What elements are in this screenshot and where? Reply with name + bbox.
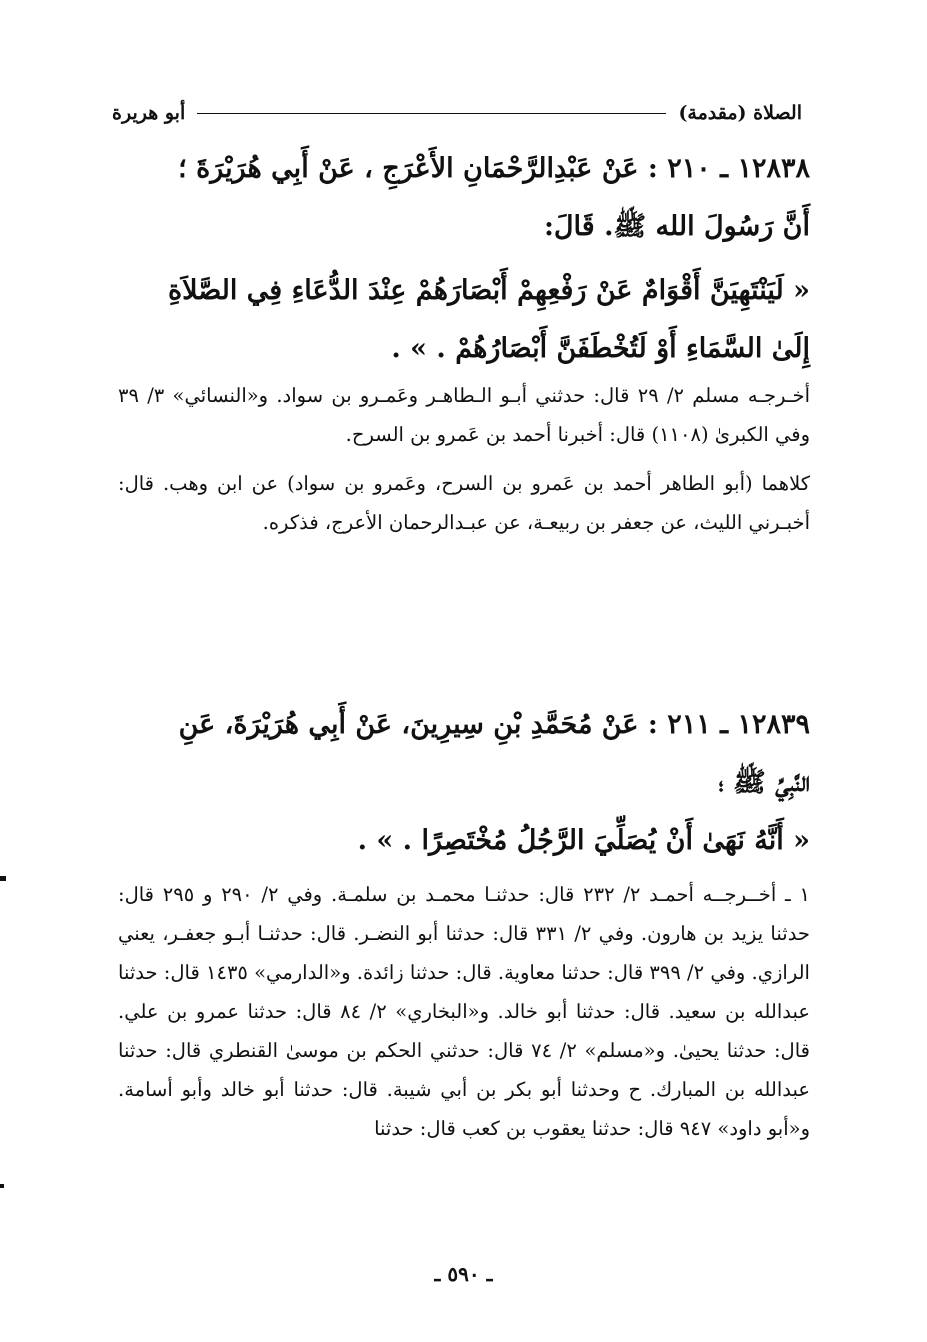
hadith-line: ١٢٨٣٨ ـ ٢١٠ : عَنْ عَبْدِالرَّحْمَانِ الأَعْرَجِ ، عَنْ أَبِي هُرَيْرَةَ ؛ xyxy=(178,153,810,184)
header-rule xyxy=(197,113,666,114)
takhrij-paragraph: أخـرجـه مسلم ٢/ ٢٩ قال: حدثني أبـو الـطاهـر وعَمـرو بن سواد. و«النسائي» ٣/ ٣٩ وفي الكبرىٰ (١١٠٨) قال: أخبرنا أحمد بن عَمرو بن السرح. xyxy=(118,384,810,446)
takhrij-paragraph: كلاهما (أبو الطاهر أحمد بن عَمرو بن السرح، وعَمرو بن سواد) عن ابن وهب. قال: أخبـرني الليث، عن جعفر بن ربيعـة، عن عبـدالرحمان الأعرج، فذكره. xyxy=(118,472,810,534)
hadith-line: إِلَىٰ السَّمَاءِ أَوْ لَتُخْطَفَنَّ أَبْصَارُهُمْ . » . xyxy=(391,333,810,364)
hadith-line: « لَيَنْتَهِيَنَّ أَقْوَامٌ عَنْ رَفْعِهِمْ أَبْصَارَهُمْ عِنْدَ الدُّعَاءِ فِي الصَّلاَةِ xyxy=(168,275,810,306)
hadith-12839 xyxy=(118,696,810,870)
takhrij-paragraph: ١ ـ أخــرجــه أحمـد ٢/ ٢٣٢ قال: حدثنـا محمـد بن سلمـة. وفي ٢/ ٢٩٠ و ٢٩٥ قال: حدثنا يزيد بن هارون. وفي ٢/ ٣٣١ قال: حدثنا أبو النضـر. قال: حدثنـا أبـو جعفـر، يعني الرازي. وفي ٢/ ٣٩٩ قال: حدثنا معاوية. قال: حدثنا زائدة. و«الدارمي» ١٤٣٥ قال: حدثنا عبدالله بن سعيد. قال: حدثنا أبو خالد. و«البخاري» ٢/ ٨٤ قال: حدثنا عمرو بن علي. قال: حدثنا يحيىٰ. و«مسلم» ٢/ ٧٤ قال: حدثني الحكم بن موسىٰ القنطري قال: حدثنا عبدالله بن المبارك. ح وحدثنا أبو بكر بن أبي شيبة. قال: حدثنا أبو خالد وأبو أسامة. و«أبو داود» ٩٤٧ قال: حدثنا يعقوب بن كعب قال: حدثنا xyxy=(118,883,811,1140)
header-chapter-title: الصلاة (مقدمة) xyxy=(678,102,802,124)
hadith-line: أَنَّ رَسُولَ الله ﷺ. قَالَ: xyxy=(543,211,810,242)
page-number: ـ ٥٩٠ ـ xyxy=(434,1262,493,1286)
header-narrator-name: أبو هريرة xyxy=(112,102,186,124)
hadith-line: « أَنَّهُ نَهَىٰ أَنْ يُصَلِّيَ الرَّجُلُ مُخْتَصِرًا . » . xyxy=(357,825,810,856)
scan-edge-mark xyxy=(0,876,6,881)
takhrij-12838 xyxy=(118,376,810,542)
scan-edge-mark xyxy=(0,1184,4,1188)
hadith-12838 xyxy=(118,140,810,378)
running-header xyxy=(112,98,802,128)
hadith-line: النَّبِيِّ ﷺ ؛ xyxy=(718,767,810,798)
hadith-line: ١٢٨٣٩ ـ ٢١١ : عَنْ مُحَمَّدِ بْنِ سِيرِينَ، عَنْ أَبِي هُرَيْرَةَ، عَنِ xyxy=(178,709,810,740)
takhrij-12839 xyxy=(118,875,810,1148)
